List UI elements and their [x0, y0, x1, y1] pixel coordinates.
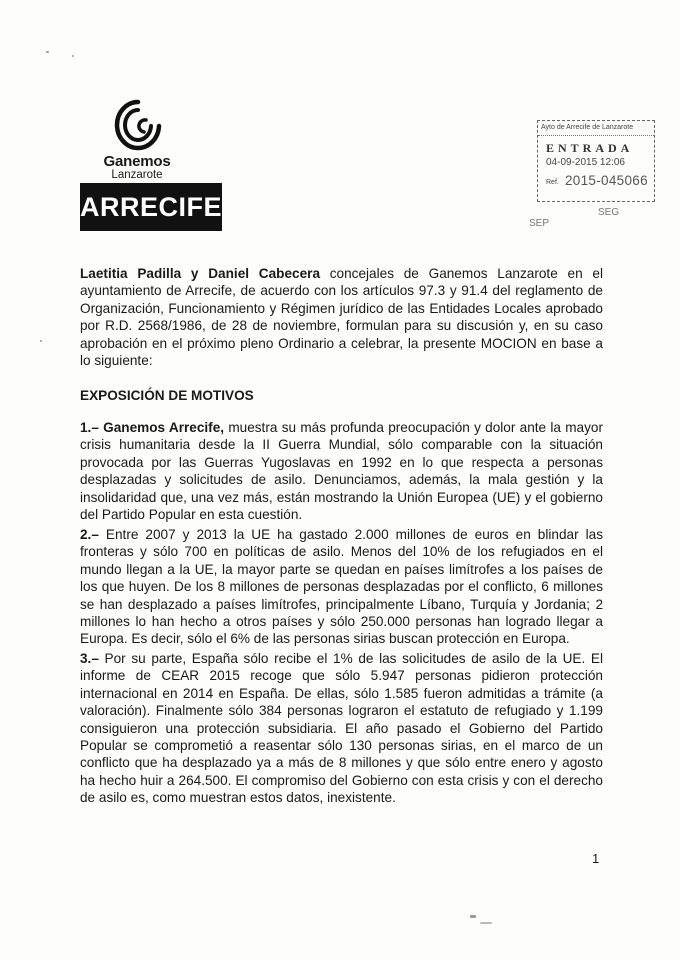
- paragraph-lead: 1.– Ganemos Arrecife,: [80, 420, 225, 435]
- scan-speck: [72, 55, 74, 57]
- registry-stamp: [537, 120, 655, 202]
- intro-text: concejales de Ganemos Lanzarote en el ayuntamiento de Arrecife, de acuerdo con los artículos 97.3 y 91.4 del reglamento de Organización, Funcionamiento y Régimen jurídico de las Entidades Locales aprobado por R.D. 2568/1986, de 28 de noviembre, formulan para su discusión y, en su caso aprobación en el próximo pleno Ordinario a celebrar, la presente MOCION en base a lo siguiente:: [80, 266, 603, 369]
- paragraph-1: [80, 419, 603, 523]
- paragraph-text: muestra su más profunda preocupación y dolor ante la mayor crisis humanitaria desde la II Guerra Mundial, sólo comparable con la situación provocada por las Guerras Yugoslavas en 1992 en lo que respecta a personas desplazadas y solicitudes de asilo. Denunciamos, además, la mala gestión y la insolidaridad que, una vez más, están mostrando la Unión Europea (UE) y el gobierno del Partido Popular en esta cuestión.: [80, 420, 603, 523]
- intro-paragraph: [80, 265, 603, 369]
- stamp-datetime: 04-09-2015 12:06: [546, 157, 625, 168]
- scan-speck: [470, 915, 476, 918]
- paragraph-text: Entre 2007 y 2013 la UE ha gastado 2.000 millones de euros en blindar las fronteras y sólo 700 en políticas de asilo. Menos del 10% de los refugiados en el mundo llegan a la UE, la mayor parte se quedan en países limítrofes a los países de los que huyen. De los 8 millones de personas desplazadas por el conflicto, 6 millones se han desplazado a países limítrofes, principalmente Líbano, Turquía y Jordania; 2 millones lo han hecho a otros países y sólo 250.000 personas han logrado llegar a Europa. Es decir, sólo el 6% de las personas sirias buscan protección en Europa.: [80, 527, 603, 647]
- stamp-title: ENTRADA: [546, 141, 634, 155]
- paragraph-2: [80, 526, 603, 648]
- margin-mark-seg: SEG: [598, 207, 620, 218]
- intro-authors: Laetitia Padilla y Daniel Cabecera: [80, 266, 320, 281]
- stamp-divider: [538, 135, 654, 136]
- arrecife-banner: ARRECIFE: [80, 183, 222, 231]
- paragraph-text: Por su parte, España sólo recibe el 1% de las solicitudes de asilo de la UE. El informe de CEAR 2015 recoge que sólo 5.947 personas pidieron protección internacional en 2014 en España. De ellas, sólo 1.585 fueron admitidas a trámite (a valoración). Finalmente sólo 384 personas lograron el estatuto de refugiado y 1.199 consiguieron una protección subsidiaria. El año pasado el Gobierno del Partido Popular se comprometió a reasentar sólo 130 personas sirias, en el marco de un conflicto que ha desplazado ya a más de 8 millones y que sólo entre enero y agosto ha hecho huir a 264.500. El compromiso del Gobierno con esta crisis y con el derecho de asilo es, como muestran estos datos, inexistente.: [80, 651, 603, 806]
- stamp-reg-label: Ref.: [546, 179, 559, 186]
- scan-speck: [46, 51, 49, 53]
- paragraph-lead: 2.–: [80, 527, 99, 542]
- page-number: 1: [592, 851, 600, 866]
- margin-mark-sep: SEP: [529, 218, 550, 229]
- section-heading: EXPOSICIÓN DE MOTIVOS: [80, 388, 254, 403]
- ganemos-logo-icon: [113, 98, 163, 154]
- scan-speck: [480, 922, 492, 924]
- stamp-number: 2015-045066: [565, 173, 648, 188]
- paragraph-lead: 3.–: [80, 651, 99, 666]
- logo-name: Ganemos: [103, 153, 171, 170]
- stamp-office: Ayto de Arrecife de Lanzarote: [541, 124, 634, 131]
- logo-subtitle: Lanzarote: [111, 169, 163, 181]
- scan-speck: [40, 340, 42, 342]
- paragraph-3: [80, 650, 603, 807]
